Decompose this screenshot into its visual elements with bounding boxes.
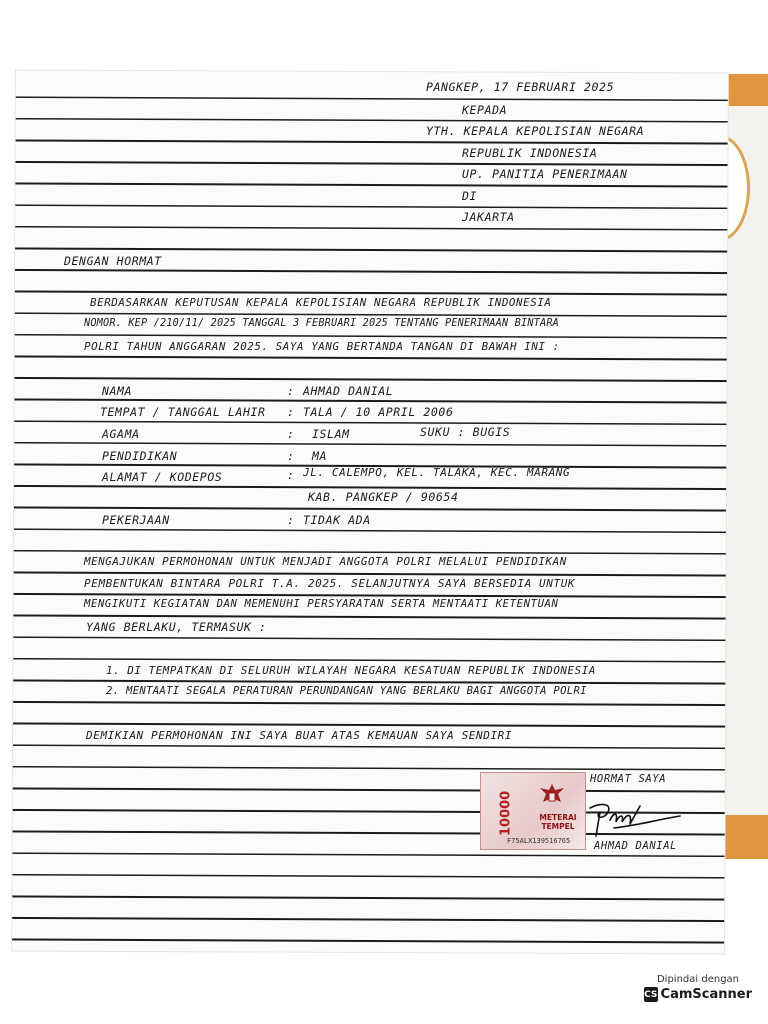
field-label-nama: NAMA bbox=[102, 384, 133, 398]
field-colon: : bbox=[287, 384, 295, 398]
scanner-caption: Dipindai dengan bbox=[656, 974, 740, 985]
body-line-1: MENGAJUKAN PERMOHONAN UNTUK MENJADI ANGGOTA POLRI MELALUI PENDIDIKAN bbox=[84, 555, 567, 568]
place-date: PANGKEP, 17 FEBRUARI 2025 bbox=[426, 80, 615, 94]
field-value-alamat-line-2: KAB. PANGKEP / 90654 bbox=[308, 490, 459, 504]
intro-line-3: POLRI TAHUN ANGGARAN 2025. SAYA YANG BERTANDA TANGAN DI BAWAH INI : bbox=[84, 340, 560, 353]
intro-line-2: NOMOR. KEP /210/11/ 2025 TANGGAL 3 FEBRUARI 2025 TENTANG PENERIMAAN BINTARA bbox=[84, 318, 560, 329]
salutation: DENGAN HORMAT bbox=[64, 254, 162, 268]
meterai-stamp bbox=[480, 772, 586, 850]
field-value-alamat: JL. CALEMPO, KEL. TALAKA, KEC. MARANG bbox=[303, 466, 571, 479]
field-value-pekerjaan: TIDAK ADA bbox=[303, 513, 371, 527]
field-colon: : bbox=[287, 427, 295, 441]
field-label-alamat: ALAMAT / KODEPOS bbox=[102, 470, 223, 484]
field-value-pendidikan: MA bbox=[312, 449, 328, 463]
list-item-2: 2. MENTAATI SEGALA PERATURAN PERUNDANGAN YANG BERLAKU BAGI ANGGOTA POLRI bbox=[106, 685, 587, 697]
addressee-line-4: UP. PANITIA PENERIMAAN bbox=[462, 167, 628, 181]
stamp-serial: F75ALX139516765 bbox=[507, 837, 571, 845]
stamp-title: METERAI TEMPEL bbox=[539, 813, 577, 831]
addressee-line-5: DI bbox=[462, 189, 478, 203]
field-label-ttl: TEMPAT / TANGGAL LAHIR bbox=[100, 405, 266, 419]
closing-statement: DEMIKIAN PERMOHONAN INI SAYA BUAT ATAS KEMAUAN SAYA SENDIRI bbox=[86, 729, 513, 742]
field-colon: : bbox=[287, 405, 295, 419]
camscanner-logo-icon: CS bbox=[644, 987, 658, 1002]
field-label-agama: AGAMA bbox=[102, 427, 140, 441]
scanner-name: CamScanner bbox=[660, 987, 752, 1002]
field-value-nama: AHMAD DANIAL bbox=[303, 384, 394, 398]
handwritten-signature bbox=[584, 790, 684, 842]
field-colon: : bbox=[287, 513, 295, 527]
body-line-4: YANG BERLAKU, TERMASUK : bbox=[86, 620, 267, 634]
addressee-line-1: KEPADA bbox=[462, 103, 508, 117]
signer-name: AHMAD DANIAL bbox=[594, 840, 678, 852]
addressee-line-2: YTH. KEPALA KEPOLISIAN NEGARA bbox=[426, 124, 645, 138]
garuda-emblem-icon bbox=[537, 781, 567, 811]
body-line-3: MENGIKUTI KEGIATAN DAN MEMENUHI PERSYARATAN SERTA MENTAATI KETENTUAN bbox=[84, 598, 559, 610]
field-colon: : bbox=[287, 468, 295, 482]
field-label-pendidikan: PENDIDIKAN bbox=[102, 449, 178, 463]
body-line-2: PEMBENTUKAN BINTARA POLRI T.A. 2025. SELANJUTNYA SAYA BERSEDIA UNTUK bbox=[84, 577, 576, 590]
field-value-ttl: TALA / 10 APRIL 2006 bbox=[303, 405, 454, 419]
field-label-pekerjaan: PEKERJAAN bbox=[102, 513, 170, 527]
field-value-agama: ISLAM bbox=[312, 427, 350, 441]
regards: HORMAT SAYA bbox=[590, 773, 667, 785]
addressee-line-6: JAKARTA bbox=[462, 210, 515, 224]
addressee-line-3: REPUBLIK INDONESIA bbox=[462, 146, 598, 160]
stamp-value: 10000 bbox=[498, 790, 514, 836]
field-suku: SUKU : BUGIS bbox=[420, 425, 511, 439]
list-item-1: 1. DI TEMPATKAN DI SELURUH WILAYAH NEGARA KESATUAN REPUBLIK INDONESIA bbox=[106, 664, 596, 677]
intro-line-1: BERDASARKAN KEPUTUSAN KEPALA KEPOLISIAN NEGARA REPUBLIK INDONESIA bbox=[90, 296, 552, 309]
camscanner-watermark bbox=[644, 974, 752, 1010]
field-colon: : bbox=[287, 449, 295, 463]
